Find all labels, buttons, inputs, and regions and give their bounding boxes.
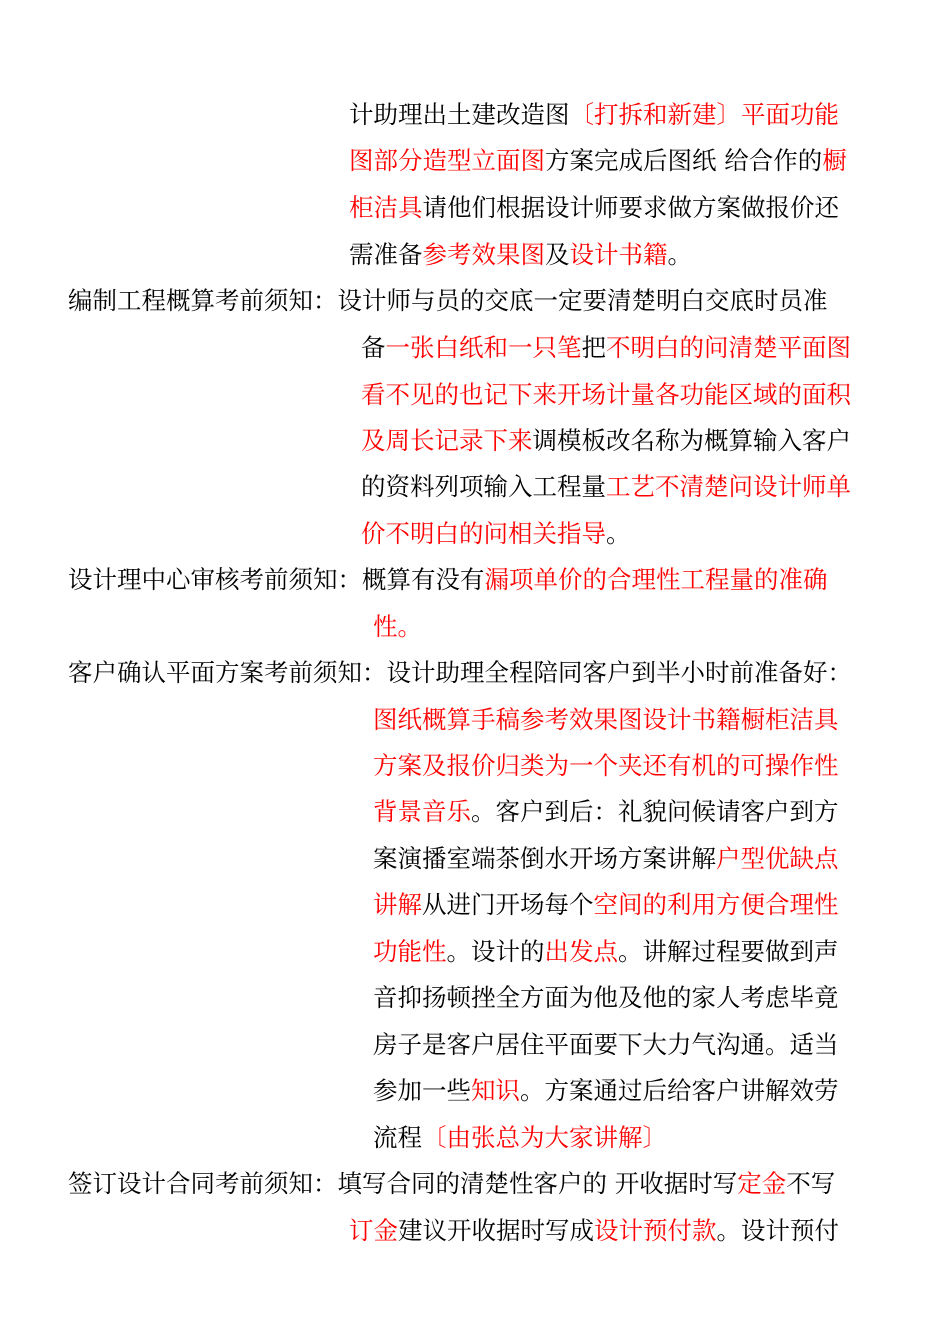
highlight-text: 功能性 (373, 937, 447, 966)
highlight-text: 柜洁具 (349, 193, 423, 222)
highlight-text: 价不明白的问相关指导 (361, 519, 606, 548)
text-line (373, 842, 839, 876)
text-line (349, 98, 839, 132)
body-text: 方案完成后图纸 给合作的 (545, 146, 823, 175)
highlight-text: 知识 (471, 1076, 520, 1105)
highlight-text: 订金 (349, 1216, 398, 1245)
highlight-text: 橱 (822, 146, 847, 175)
text-line (373, 1028, 839, 1062)
text-line (373, 703, 839, 737)
body-text: 不写 (786, 1169, 836, 1198)
body-text: 。设计预付 (716, 1216, 839, 1245)
body-text: 建议开收据时写成 (398, 1216, 594, 1245)
text-line (373, 610, 422, 644)
highlight-text: 图纸概算手稿参考效果图设计书籍橱柜洁具 (373, 705, 839, 734)
body-text: 案演播室端茶倒水开场方案讲解 (373, 844, 716, 873)
highlight-text: 看不见的也记下来开场计量各功能区域的面积 (361, 380, 851, 409)
body-text: 需准备 (349, 240, 423, 269)
body-text: 流程 (373, 1123, 422, 1152)
highlight-text: 户型优缺点 (716, 844, 839, 873)
body-text: 。 (606, 519, 631, 548)
body-text: 及 (545, 240, 570, 269)
text-line (349, 144, 847, 178)
text-line (361, 424, 851, 458)
highlight-text: 图部分造型立面图 (349, 146, 545, 175)
highlight-text: 及周长记录下来 (361, 426, 533, 455)
text-line (373, 981, 839, 1015)
body-text: 。讲解过程要做到声 (618, 937, 839, 966)
highlight-text: 背景音乐 (373, 797, 471, 826)
highlight-text: 性。 (373, 612, 422, 641)
text-line (68, 1167, 835, 1201)
highlight-text: 讲解 (373, 890, 422, 919)
body-text: 备 (361, 333, 386, 362)
body-text: 。客户到后：礼貌问候请客户到方 (471, 797, 839, 826)
highlight-text: 定金 (737, 1169, 787, 1198)
highlight-text: 设计书籍 (569, 240, 668, 269)
highlight-text: 漏项单价的合理性工程量的准确 (484, 565, 828, 594)
text-line (373, 935, 839, 969)
body-text: 计助理出土建改造图 (349, 100, 570, 129)
body-text: 从进门开场每个 (422, 890, 594, 919)
text-line (373, 888, 839, 922)
text-line (373, 749, 839, 783)
text-line (349, 1214, 839, 1248)
highlight-text: 参考效果图 (422, 240, 545, 269)
body-text: 请他们根据设计师要求做方案做报价还 (422, 193, 839, 222)
highlight-text: 不明白的问清楚平面图 (606, 333, 851, 362)
body-text: 。设计的 (446, 937, 545, 966)
text-line (349, 238, 692, 272)
text-line (361, 517, 631, 551)
highlight-text: 出发点 (544, 937, 618, 966)
body-text: 编制工程概算考前须知：设计师与员的交底一定要清楚明白交底时员准 (68, 286, 828, 315)
text-line (373, 1074, 839, 1108)
body-text: 客户确认平面方案考前须知：设计助理全程陪同客户到半小时前准备好： (68, 658, 852, 687)
text-line (373, 795, 839, 829)
body-text: 音抑扬顿挫全方面为他及他的家人考虑毕竟 (373, 983, 839, 1012)
text-line (361, 331, 851, 365)
body-text: 参加一些 (373, 1076, 471, 1105)
text-line (361, 378, 851, 412)
text-line (349, 191, 839, 225)
highlight-text: 空间的利用方便合理性 (593, 890, 839, 919)
text-line (68, 563, 828, 597)
text-line (373, 1121, 667, 1155)
highlight-text: 一张白纸和一只笔 (385, 333, 582, 362)
body-text: 房子是客户居住平面要下大力气沟通。适当 (373, 1030, 839, 1059)
body-text: 签订设计合同考前须知：填写合同的清楚性客户的 开收据时写 (68, 1169, 738, 1198)
body-text: 设计理中心审核考前须知：概算有没有 (68, 565, 485, 594)
text-line (68, 284, 828, 318)
body-text: 。 (667, 240, 692, 269)
text-line (68, 656, 852, 690)
highlight-text: 方案及报价归类为一个夹还有机的可操作性 (373, 751, 839, 780)
highlight-text: 工艺不清楚问设计师单 (606, 472, 851, 501)
body-text: 把 (581, 333, 606, 362)
highlight-text: 〔打拆和新建〕平面功能 (569, 100, 839, 129)
body-text: 。方案通过后给客户讲解效劳 (520, 1076, 839, 1105)
highlight-text: 〔由张总为大家讲解〕 (422, 1123, 667, 1152)
text-line (361, 470, 851, 504)
body-text: 调模板改名称为概算输入客户 (532, 426, 851, 455)
highlight-text: 设计预付款 (594, 1216, 717, 1245)
body-text: 的资料列项输入工程量 (361, 472, 606, 501)
